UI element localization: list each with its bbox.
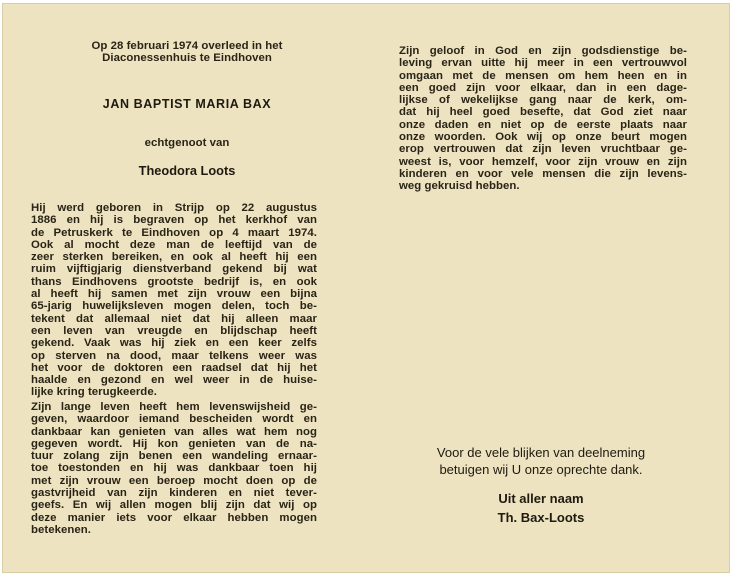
text-line: Ook al mocht deze man de leeftijd van de (31, 238, 317, 251)
text-line: lijke kring terugkeerde. (31, 386, 157, 399)
text-line: onze daden en niet op de eerste plaats naar (399, 118, 687, 131)
biography-paragraph-2 (31, 401, 317, 536)
text-line: Zijn lange leven heeft hem levenswijsheid ge- (31, 401, 317, 413)
thanks-line: Voor de vele blijken van deelneming (436, 445, 646, 460)
text-line: tuur zolang zijn benen een wandeling ernaar- (31, 450, 317, 463)
text-line: al heeft hij samen met zijn vrouw een bijna (31, 288, 317, 301)
text-line: zeer sterken bereiken, en ook al heeft hij een (31, 251, 317, 264)
text-line: weg gekruisd hebben. (399, 180, 520, 193)
text-line: deze manier iets voor elkaar hebben mogen (31, 511, 317, 524)
text-line: tekent dat allemaal niet dat hij alleen maar (31, 312, 317, 325)
text-line: de Petruskerk te Eindhoven op 4 maart 1974. (31, 226, 317, 239)
text-line: toe toestonden en hij was dankbaar toen hij (31, 462, 317, 475)
text-line: met zijn vrouw een beroep mocht doen op de (31, 474, 317, 487)
thanks-message (397, 444, 685, 478)
text-line: leving ervan uitte hij meer in een vertrouwvol (399, 57, 687, 70)
left-page (3, 4, 371, 572)
memorial-card (2, 3, 730, 573)
intro-line: Op 28 februari 1974 overleed in het (91, 40, 283, 52)
deceased-name: JAN BAPTIST MARIA BAX (102, 97, 272, 111)
text-line: Zijn geloof in God en zijn godsdienstige be- (399, 45, 687, 57)
text-line: gastvrijheid van zijn kinderen en niet tever- (31, 487, 317, 500)
text-line: dat hij heel goed besefte, dat God ziet naar (399, 106, 687, 119)
text-line: het voor de doktoren een raadsel dat hij het (31, 361, 317, 374)
thanks-line: betuigen wij U onze oprechte dank. (439, 462, 643, 477)
text-line: Hij werd geboren in Strijp op 22 augustus (31, 202, 317, 214)
text-line: een goed zijn voor elkaar, dan in een dage- (399, 81, 687, 94)
text-line: geven, waardoor iemand bescheiden wordt en (31, 413, 317, 426)
text-line: dankbaar kan genieten van alles wat hem nog (31, 425, 317, 438)
text-line: geefs. En wij allen mogen blij zijn dat wij op (31, 499, 317, 512)
text-line: kinderen en voor vele mensen die zijn levens- (399, 167, 687, 180)
signature-block (397, 489, 685, 527)
right-page (371, 4, 731, 572)
spouse-name: Theodora Loots (138, 163, 236, 178)
intro-line: Diaconessenhuis te Eindhoven (102, 52, 272, 65)
text-line: omgaan met de mensen om hem heen en in (399, 69, 687, 82)
text-line: onze woorden. Ook wij op onze beurt mogen (399, 131, 687, 144)
signatory-name: Th. Bax-Loots (497, 510, 585, 525)
text-line: betekenen. (31, 523, 92, 536)
text-line: gekend. Vaak was hij ziek en een keer zelfs (31, 337, 317, 350)
text-line: lijkse of wekelijkse gang naar de kerk, om- (399, 94, 687, 107)
signature-line: Uit aller naam (498, 491, 584, 506)
death-notice-intro (3, 40, 371, 65)
text-line: een leven van vreugde en blijdschap heeft (31, 324, 317, 337)
text-line: 1886 en hij is begraven op het kerkhof van (31, 214, 317, 227)
text-line: erop vertrouwen dat zijn leven vruchtbaar ge- (399, 143, 687, 156)
biography-paragraph-1 (31, 202, 317, 399)
spouse-label: echtgenoot van (144, 137, 230, 149)
text-line: ruim vijftigjarig dienstverband gekend bij wat (31, 263, 317, 276)
text-line: op sterven na dood, maar telkens weer was (31, 349, 317, 362)
text-line: 65-jarig huwelijksleven mogen delen, toch be- (31, 300, 317, 313)
text-line: weest is, voor hemzelf, voor zijn vrouw en zijn (399, 155, 687, 168)
text-line: gegeven wordt. Hij kon genieten van de na- (31, 437, 317, 450)
text-line: haalde en gezond en wel weer in de huise- (31, 374, 317, 387)
faith-paragraph (399, 45, 687, 193)
text-line: thans Eindhovens grootste bedrijf is, en ook (31, 275, 317, 288)
